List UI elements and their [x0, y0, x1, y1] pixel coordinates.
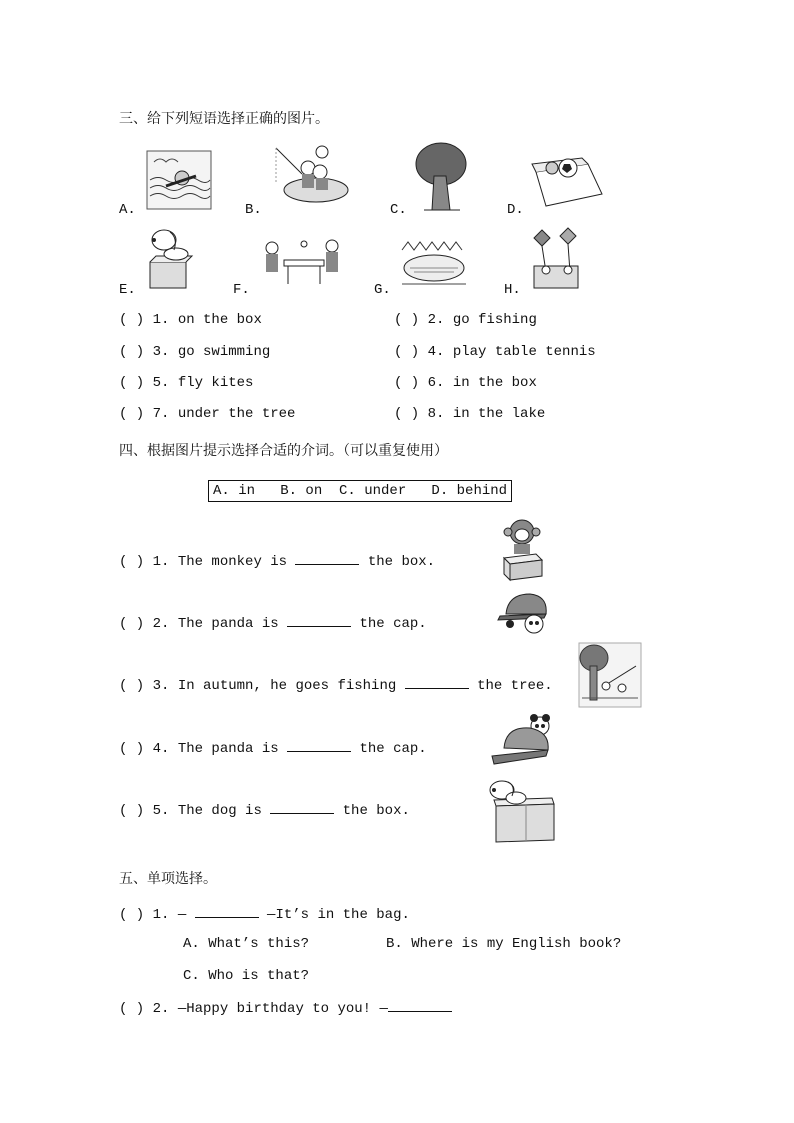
s4-item-4: ( ) 4. The panda is the cap.: [119, 741, 427, 757]
section4-title: 四、根据图片提示选择合适的介词。（可以重复使用）: [119, 443, 448, 459]
kites-icon: [528, 226, 584, 290]
s3-item-5: ( ) 5. fly kites: [119, 375, 254, 391]
answer-blank[interactable]: [270, 801, 334, 814]
section5-title: 五、单项选择。: [119, 871, 217, 887]
pic-letter-f: F.: [233, 282, 250, 298]
pic-letter-h: H.: [504, 282, 521, 298]
pic-letter-d: D.: [507, 202, 524, 218]
s5-q1-option-c[interactable]: C. Who is that?: [183, 968, 310, 984]
s3-item-6: ( ) 6. in the box: [394, 375, 537, 391]
s3-item-8: ( ) 8. in the lake: [394, 406, 546, 422]
ball-in-box-icon: [530, 154, 606, 210]
s3-item-2: ( ) 2. go fishing: [394, 312, 537, 328]
answer-blank[interactable]: [287, 739, 351, 752]
s5-q1-option-a[interactable]: A. What’s this?: [183, 936, 310, 952]
pic-letter-a: A.: [119, 202, 136, 218]
panda-under-cap-icon: [494, 590, 552, 638]
section3-title: 三、给下列短语选择正确的图片。: [119, 111, 329, 127]
s5-question-1: ( ) 1. — —It’s in the bag.: [119, 907, 410, 923]
pic-letter-c: C.: [390, 202, 407, 218]
dog-in-box-icon: [478, 774, 558, 844]
s3-item-3: ( ) 3. go swimming: [119, 344, 271, 360]
answer-blank[interactable]: [405, 676, 469, 689]
pic-letter-b: B.: [245, 202, 262, 218]
answer-blank[interactable]: [195, 905, 259, 918]
panda-behind-cap-icon: [490, 714, 556, 768]
answer-blank[interactable]: [287, 614, 351, 627]
lake-icon: [400, 238, 468, 288]
dog-on-box-icon: [140, 226, 196, 290]
s3-item-1: ( ) 1. on the box: [119, 312, 262, 328]
s4-item-3: ( ) 3. In autumn, he goes fishing the tree.: [119, 678, 553, 694]
monkey-on-box-icon: [500, 518, 544, 582]
tree-icon: [414, 142, 468, 212]
s5-question-2: ( ) 2. —Happy birthday to you! —: [119, 999, 452, 1017]
s4-item-2: ( ) 2. The panda is the cap.: [119, 616, 427, 632]
fishing-boat-icon: [272, 144, 352, 212]
table-tennis-icon: [262, 236, 344, 288]
s5-q1-option-b[interactable]: B. Where is my English book?: [386, 936, 622, 952]
answer-blank[interactable]: [388, 999, 452, 1012]
fishing-under-tree-icon: [578, 642, 642, 708]
s3-item-7: ( ) 7. under the tree: [119, 406, 296, 422]
answer-blank[interactable]: [295, 552, 359, 565]
swimming-icon: [146, 150, 212, 210]
preposition-options-box: A. in B. on C. under D. behind: [208, 480, 512, 502]
s4-item-1: ( ) 1. The monkey is the box.: [119, 554, 436, 570]
s3-item-4: ( ) 4. play table tennis: [394, 344, 596, 360]
pic-letter-e: E.: [119, 282, 136, 298]
pic-letter-g: G.: [374, 282, 391, 298]
s4-item-5: ( ) 5. The dog is the box.: [119, 803, 410, 819]
